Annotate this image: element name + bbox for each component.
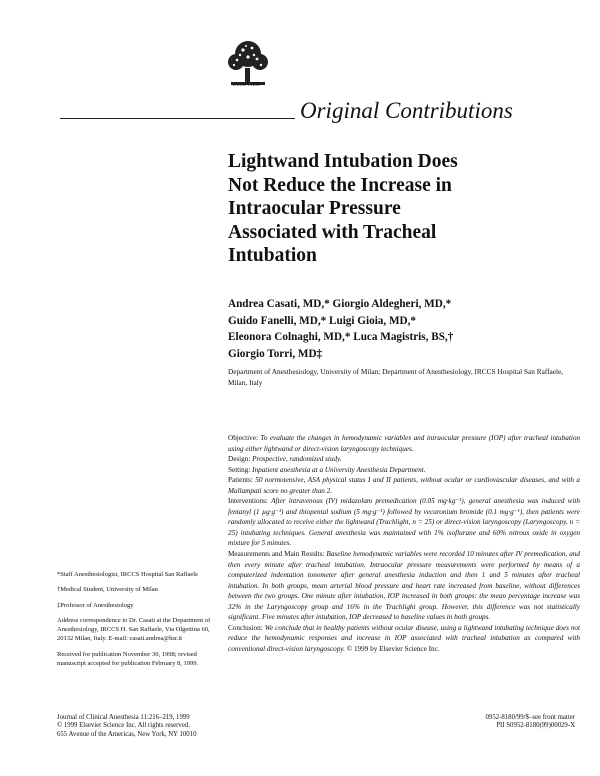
footnote: ‡Professor of Anesthesiology (57, 601, 134, 609)
title-line: Not Reduce the Increase in (228, 174, 452, 196)
title-line: Associated with Tracheal (228, 221, 437, 243)
copyright-notice: © 1999 by Elsevier Science Inc. (346, 644, 440, 653)
footnote: Address correspondence to Dr. Casati at the Department of Anesthesiology, IRCCS H. San Raffaele, Via Olgettina 60, 20132 Milan, Italy. E-mail: casati.andrea@hsr.it (57, 616, 211, 643)
journal-line: Journal of Clinical Anesthesia 11:216–219, 1999 (57, 714, 190, 721)
abstract (228, 433, 580, 654)
publisher-name: ELSEVIER (233, 83, 260, 88)
title-line: Lightwand Intubation Does (228, 151, 458, 172)
abstract-patients: Patients: 50 normotensive, ASA physical status I and II patients, without ocular or cardiovascular diseases, and with a Mallampati score no greater than 2. (228, 476, 580, 495)
footnotes (57, 570, 213, 674)
affiliation: Department of Anesthesiology, University of Milan; Department of Anesthesiology, IRCCS Hospital San Raffaele, Milan, Italy (228, 367, 564, 388)
author-line: Giorgio Torri, MD‡ (228, 348, 323, 361)
code-line: 0952-8180/99/$–see front matter (485, 714, 575, 721)
abstract-design: Design: Prospective, randomized study. (228, 455, 342, 464)
journal-citation (57, 714, 197, 739)
abstract-setting: Setting: Inpatient anesthesia at a University Anesthesia Department. (228, 465, 426, 474)
title-line: Intraocular Pressure (228, 198, 401, 219)
journal-line: © 1999 Elsevier Science Inc. All rights reserved. (57, 722, 190, 730)
journal-line: 655 Avenue of the Americas, New York, NY 10010 (57, 730, 197, 738)
author-line: Guido Fanelli, MD,* Luigi Gioia, MD,* (228, 314, 417, 327)
author-line: Eleonora Colnaghi, MD,* Luca Magistris, BS,† (228, 331, 454, 344)
publication-codes (486, 714, 575, 731)
title-line: Intubation (228, 245, 317, 266)
section-rule (60, 118, 295, 119)
article-title (228, 150, 578, 268)
abstract-objective: Objective: To evaluate the changes in hemodynamic variables and intraocular pressure (IOP) after tracheal intubation using either lightwand or direct-vision laryngoscopy techniques. (228, 434, 581, 453)
footnote: *Staff Anesthesiologist, IRCCS Hospital San Raffaele (57, 571, 198, 578)
footnote: Received for publication November 30, 1998; revised manuscript accepted for publication February 8, 1999. (57, 650, 199, 668)
abstract-conclusion: Conclusion: We conclude that in healthy patients without ocular disease, using a lightwand intubating technique does not reduce the hemodynamic responses and increase in IOP associated with tracheal intubation as compared with conventional direct-vision laryngoscopy. © 1999 by Elsevier Science Inc. (228, 623, 580, 653)
code-line: PII S0952-8180(99)00029-X (496, 722, 575, 730)
author-list (228, 296, 578, 363)
author-line: Andrea Casati, MD,* Giorgio Aldegheri, MD,* (228, 298, 452, 310)
section-heading: Original Contributions (300, 98, 513, 123)
abstract-measurements: Measurements and Main Results: Baseline hemodynamic variables were recorded 10 minutes after IV premedication, and then every minute after tracheal intubation. Intraocular pressure measurements were performed by means of a computerized indentation tonometer after general anesthesia induction and then 1 and 5 minutes after tracheal intubation. In both groups, mean arterial blood pressure and heart rate increased from baseline, without differences between the two groups. One minute after intubation, IOP increased in both groups: the mean percentage increase was 32% in the Laryngoscopy group and 16% in the Trachlight group. However, this difference was not statistically significant. Five minutes after intubation, IOP decreased to baseline values in both groups. (228, 550, 580, 622)
footnote: †Medical Student, University of Milan (57, 586, 158, 594)
abstract-interventions: Interventions: After intravenous (IV) midazolam premedication (0.05 mg·kg⁻¹), general anesthesia was induced with fentanyl (1 µg·g⁻¹) and thiopental sodium (5 mg·g⁻¹) followed by vecuronium bromide (0.1 mg·g⁻¹), then patients were randomly allocated to receive either the lightwand (Trachlight, n = 25) or direct-vision laryngoscopy (Laryngoscopy, n = 25) intubating techniques. General anesthesia was maintained with 1% isoflurane and 60% nitrous oxide in oxygen mixture for 5 minutes. (228, 497, 581, 548)
